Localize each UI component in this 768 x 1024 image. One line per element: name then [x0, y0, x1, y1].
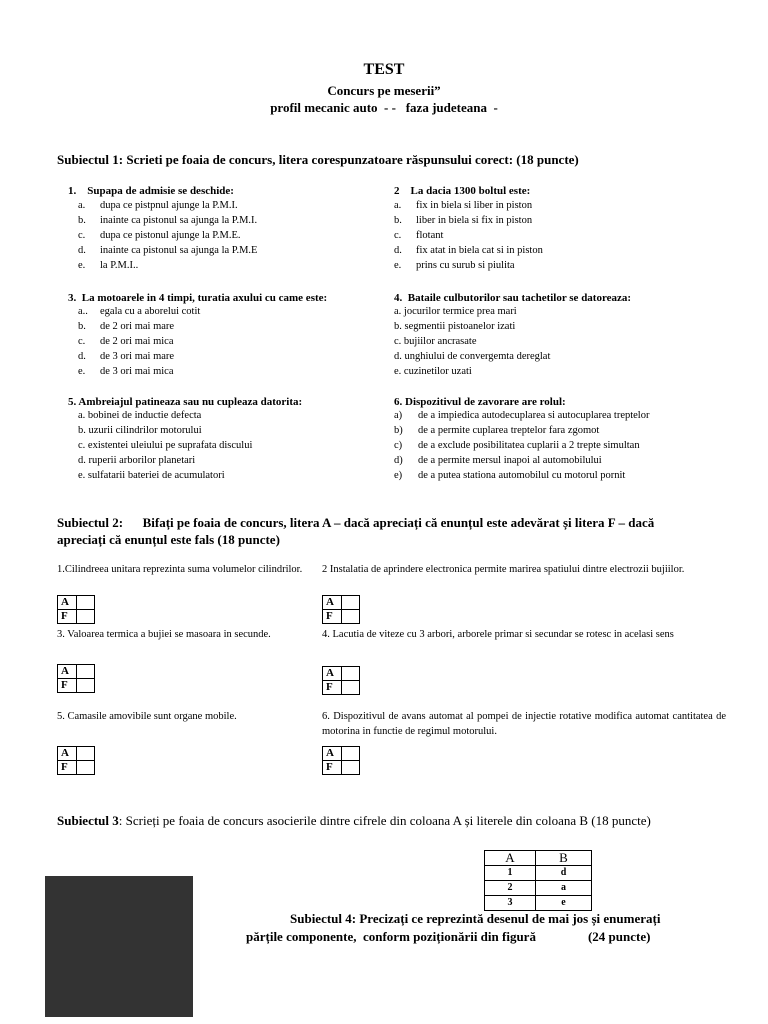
option: b) de a permite cuplarea treptelor fara zgomot: [394, 425, 600, 436]
option: a. dupa ce pistpnul ajunge la P.M.I.: [78, 200, 238, 211]
answer-box-2: [322, 595, 360, 624]
option: a. jocurilor termice prea mari: [394, 306, 517, 317]
test-title: TEST: [363, 61, 405, 78]
answer-a-label: A: [58, 596, 77, 610]
statement-2: 2 Instalatia de aprindere electronica permite marirea spatiului dintre electrozii bujiilor.: [322, 564, 685, 575]
answer-box-6: [322, 746, 360, 775]
statement-4: 4. Lacutia de viteze cu 3 arbori, arborele primar si secundar se rotesc in acelasi sens: [322, 629, 674, 640]
answer-a-checkbox[interactable]: [342, 667, 360, 681]
subject4-line2: părțile componente, conform poziționării din figură (24 puncte): [246, 929, 651, 944]
answer-f-label: F: [323, 681, 342, 695]
answer-a-checkbox[interactable]: [342, 747, 360, 761]
question-1: [68, 185, 257, 273]
question-2: [394, 185, 543, 273]
statement-5: 5. Camasile amovibile sunt organe mobile.: [57, 711, 237, 722]
option: e. sulfatarii bateriei de acumulatori: [78, 470, 225, 481]
contest-subtitle: Concurs pe meserii”: [327, 83, 441, 98]
answer-f-checkbox[interactable]: [342, 610, 360, 624]
option: d. de 3 ori mai mare: [78, 351, 175, 362]
option: a. bobinei de inductie defecta: [78, 410, 202, 421]
answer-a-checkbox[interactable]: [342, 596, 360, 610]
option: e. prins cu surub si piulita: [394, 260, 515, 271]
option: c. bujiilor ancrasate: [394, 336, 477, 347]
option: a.. egala cu a aborelui cotit: [78, 306, 201, 317]
column-b-header: B: [536, 851, 592, 866]
subject1-heading: Subiectul 1: Scrieti pe foaia de concurs, litera corespunzatoare răspunsului corect: (18 puncte): [57, 152, 579, 167]
option: c. existentei uleiului pe suprafata discului: [78, 440, 253, 451]
answer-box-3: [57, 664, 95, 693]
question-5: [68, 396, 302, 483]
question-3: [68, 292, 327, 379]
table-row: 3 e: [485, 896, 592, 911]
option: b. uzurii cilindrilor motorului: [78, 425, 202, 436]
answer-f-label: F: [58, 761, 77, 775]
table-row: 2 a: [485, 881, 592, 896]
answer-a-checkbox[interactable]: [77, 596, 95, 610]
question-5-title: 5. Ambreiajul patineaza sau nu cupleaza datorita:: [68, 396, 303, 408]
statement-6: 6. Dispozitivul de avans automat al pompei de injectie rotative modifica automat cantitatea de motorina in functie de regimul motorului.: [322, 711, 726, 737]
answer-a-label: A: [323, 596, 342, 610]
option: d. ruperii arborilor planetari: [78, 455, 196, 466]
option: e. la P.M.I..: [78, 260, 139, 271]
answer-f-label: F: [323, 610, 342, 624]
option: b. liber in biela si fix in piston: [394, 215, 533, 226]
option: e. cuzinetilor uzati: [394, 366, 472, 377]
question-2-title: 2 La dacia 1300 boltul este:: [394, 185, 531, 197]
answer-a-label: A: [323, 667, 342, 681]
statement-3: 3. Valoarea termica a bujiei se masoara in secunde.: [57, 629, 271, 640]
table-row: 1 d: [485, 866, 592, 881]
question-3-title: 3. La motoarele in 4 timpi, turatia axului cu came este:: [68, 292, 328, 304]
answer-f-label: F: [58, 679, 77, 693]
option: b. segmentii pistoanelor izati: [394, 321, 516, 332]
question-6: [394, 396, 649, 483]
subject4-line1: Subiectul 4: Precizați ce reprezintă desenul de mai jos și enumerați: [290, 911, 661, 926]
answer-f-checkbox[interactable]: [342, 761, 360, 775]
answer-a-checkbox[interactable]: [77, 747, 95, 761]
option: a) de a impiedica autodecuplarea si autocuplarea treptelor: [394, 410, 650, 421]
answer-box-4: [322, 666, 360, 695]
answer-f-checkbox[interactable]: [342, 681, 360, 695]
answer-a-label: A: [58, 747, 77, 761]
answer-f-label: F: [323, 761, 342, 775]
option: a. fix in biela si liber in piston: [394, 200, 533, 211]
subject2-heading-line2: apreciați că enunțul este fals (18 puncte): [57, 532, 280, 547]
option: e) de a putea stationa automobilul cu motorul pornit: [394, 470, 626, 481]
answer-box-1: [57, 595, 95, 624]
question-6-title: 6. Dispozitivul de zavorare are rolul:: [394, 396, 566, 408]
option: d. inainte ca pistonul sa ajunga la P.M.E: [78, 245, 258, 256]
option: c. dupa ce pistonul ajunge la P.M.E.: [78, 230, 241, 241]
profile-line: profil mecanic auto - - faza judeteana -: [270, 100, 498, 115]
association-table: [484, 850, 592, 911]
question-1-title: 1. Supapa de admisie se deschide:: [68, 185, 234, 197]
question-4-title: 4. Bataile culbutorilor sau tachetilor se datoreaza:: [394, 292, 632, 304]
answer-f-checkbox[interactable]: [77, 610, 95, 624]
subject3-heading: Subiectul 3: Scrieți pe foaia de concurs asocierile dintre cifrele din coloana A și literele din coloana B (18 puncte): [57, 813, 651, 828]
option: d. unghiului de convergemta dereglat: [394, 351, 551, 362]
option: b. inainte ca pistonul sa ajunga la P.M.I.: [78, 215, 258, 226]
subject2-heading-line1: Subiectul 2: Bifați pe foaia de concurs, litera A – dacă apreciați că enunțul este adevărat și litera F – dacă: [57, 515, 655, 530]
option: b. de 2 ori mai mare: [78, 321, 175, 332]
answer-f-label: F: [58, 610, 77, 624]
answer-a-label: A: [323, 747, 342, 761]
option: c. de 2 ori mai mica: [78, 336, 174, 347]
option: c) de a exclude posibilitatea cuplarii a 2 trepte simultan: [394, 440, 640, 451]
option: c. flotant: [394, 230, 444, 241]
answer-f-checkbox[interactable]: [77, 679, 95, 693]
answer-box-5: [57, 746, 95, 775]
answer-a-label: A: [58, 665, 77, 679]
answer-a-checkbox[interactable]: [77, 665, 95, 679]
option: e. de 3 ori mai mica: [78, 366, 174, 377]
figure-placeholder: [45, 876, 193, 1017]
column-a-header: A: [485, 851, 536, 866]
option: d) de a permite mersul inapoi al automobilului: [394, 455, 602, 466]
statement-1: 1.Cilindreea unitara reprezinta suma volumelor cilindrilor.: [57, 564, 303, 575]
question-4: [394, 292, 631, 379]
option: d. fix atat in biela cat si in piston: [394, 245, 543, 256]
answer-f-checkbox[interactable]: [77, 761, 95, 775]
